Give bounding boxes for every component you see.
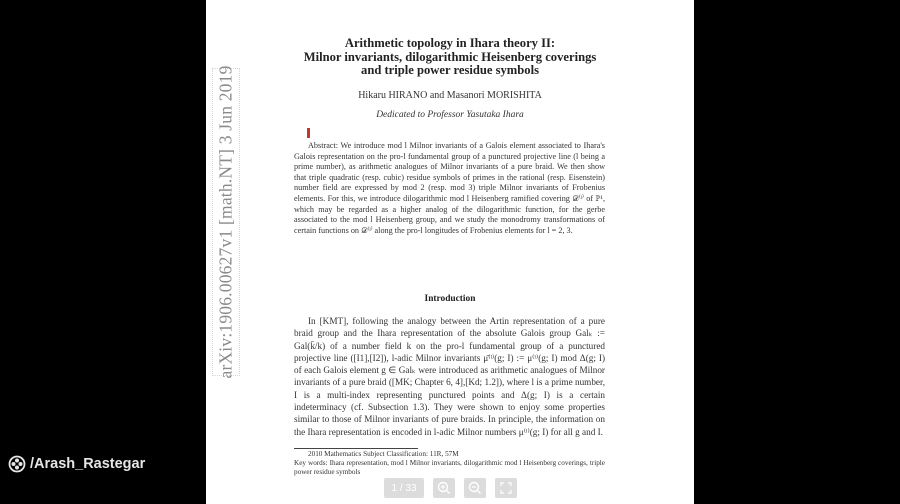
paper-title: [206, 37, 694, 78]
footnote-msc: 2010 Mathematics Subject Classification: 11R, 57M: [308, 450, 459, 458]
page-indicator[interactable]: 1 / 33: [384, 478, 424, 498]
zoom-in-button[interactable]: [433, 478, 455, 498]
footnote: [294, 450, 605, 477]
section-heading: Introduction: [424, 294, 476, 304]
title-line: and triple power residue symbols: [361, 63, 539, 77]
channel-handle: /Arash_Rastegar: [30, 456, 146, 472]
title-line: Arithmetic topology in Ihara theory II:: [344, 36, 556, 50]
pdf-viewer-toolbar: [384, 478, 517, 498]
paper-authors: Hikaru HIRANO and Masanori MORISHITA: [358, 90, 542, 101]
fullscreen-icon: [500, 482, 512, 494]
zoom-in-icon: [437, 481, 451, 495]
footnote-rule: [294, 448, 418, 449]
intro-paragraph: In [KMT], following the analogy between the Artin representation of a pure braid group and the Ihara representation of the absolute Galois group Galₖ := Gal(k̄/k) of a number field k on the pro-l fundamental group of a punctured projective line ([I1],[I2]), l-adic Milnor invariants μ̄⁽ˡ⁾(g; I) := μ⁽ˡ⁾(g; I) mod Δ(g; I) of each Galois element g ∈ Galₖ were introduced as arithmetic analogues of Milnor invariants of a pure braid ([MK; Chapter 6, 4],[Kd; 1.2]), where l is a prime number, I is a multi-index representing punctured points and Δ(g; I) is a certain indeterminacy (cf. Subsection 1.3). They were shown to enjoy some properties similar to those of Milnor invariants of pure braids. In principle, the information on the Ihara representation is encoded in l-adic Milnor numbers μ⁽ˡ⁾(g; I) for all g and I.: [294, 316, 605, 437]
abstract-text: Abstract: We introduce mod l Milnor invariants of a Galois element associated to Ihara's Galois representation on the pro-l fundamental group of a punctured projective line (l being a prime number), as arithmetic analogues of Milnor invariants of a pure braid. We then show that triple quadratic (resp. cubic) residue symbols of primes in the rational (resp. Eisenstein) number field are expressed by mod 2 (resp. mod 3) triple Milnor invariants of Frobenius elements. For this, we introduce dilogarithmic mod l Heisenberg ramified covering 𝒟⁽ˡ⁾ of ℙ¹, which may be regarded as a higher analog of the dilogarithmic function, for the gerbe associated to the mod l Heisenberg group, and we study the monodromy transformations of certain functions on 𝒟⁽ˡ⁾ along the pro-l longitudes of Frobenius elements for l = 2, 3.: [294, 141, 605, 235]
channel-watermark: [8, 455, 145, 473]
introduction-body: [294, 315, 605, 438]
film-reel-icon: [8, 455, 26, 473]
footnote-keywords: Key words: Ihara representation, mod l Milnor invariants, dilogarithmic mod l Heisenberg coverings, triple power residue symbols: [294, 459, 605, 476]
zoom-out-icon: [468, 481, 482, 495]
zoom-out-button[interactable]: [464, 478, 486, 498]
abstract: [294, 141, 605, 236]
title-line: Milnor invariants, dilogarithmic Heisenberg coverings: [303, 49, 597, 64]
text-cursor-marker: [307, 128, 310, 138]
paper-dedication: Dedicated to Professor Yasutaka Ihara: [376, 110, 524, 120]
arxiv-identifier: arXiv:1906.00627v1 [math.NT] 3 Jun 2019: [215, 65, 236, 379]
fullscreen-button[interactable]: [495, 478, 517, 498]
